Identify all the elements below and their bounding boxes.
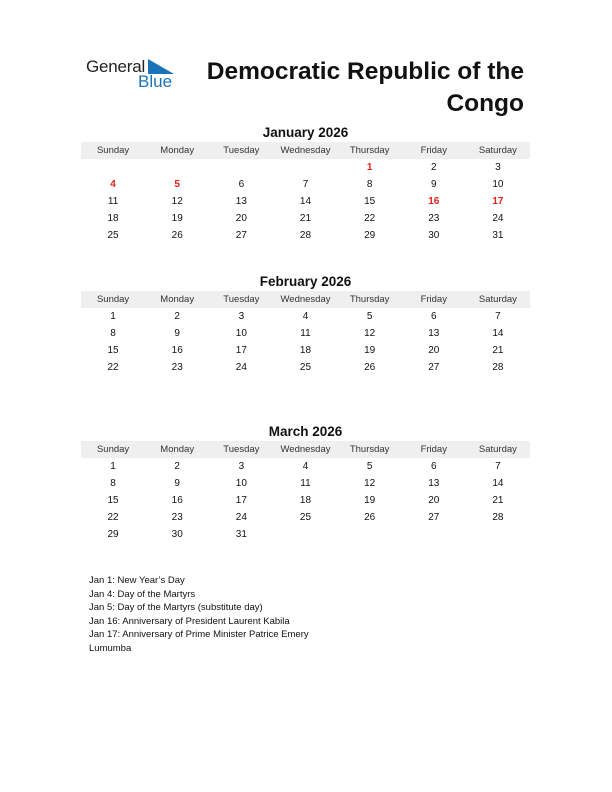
day-cell: 19 — [364, 495, 376, 506]
weekday-header — [81, 142, 530, 159]
day-cell: 30 — [428, 230, 440, 241]
day-cell: 17 — [235, 495, 247, 506]
day-cell: 12 — [364, 328, 376, 339]
brand-logo — [86, 57, 186, 91]
holiday-notes — [89, 574, 349, 655]
holiday-note: Jan 1: New Year’s Day — [89, 575, 185, 586]
week-row — [81, 509, 530, 526]
day-cell: 12 — [171, 196, 183, 207]
week-row — [81, 227, 530, 244]
weekday-label: Thursday — [349, 294, 390, 305]
weekday-label: Saturday — [478, 294, 517, 305]
day-cell: 7 — [495, 461, 501, 472]
week-row — [81, 342, 530, 359]
day-cell: 5 — [366, 311, 373, 322]
day-cell: 19 — [364, 345, 376, 356]
holiday-note: Jan 17: Anniversary of Prime Minister Patrice Emery — [89, 629, 309, 640]
week-row — [81, 308, 530, 325]
weekday-label: Tuesday — [223, 145, 260, 156]
weekday-label: Wednesday — [280, 145, 331, 156]
day-cell: 28 — [492, 512, 504, 523]
day-cell: 20 — [235, 213, 247, 224]
weekday-label: Saturday — [478, 444, 517, 455]
holiday-day-cell: 17 — [492, 196, 504, 207]
day-cell: 8 — [110, 478, 116, 489]
day-cell: 9 — [174, 328, 180, 339]
day-cell: 8 — [366, 179, 373, 190]
weekday-header — [81, 441, 530, 458]
day-cell: 15 — [107, 345, 119, 356]
day-cell: 25 — [299, 512, 312, 523]
day-cell: 4 — [302, 311, 309, 322]
page-title-line-2: Congo — [446, 90, 524, 117]
day-cell: 18 — [299, 345, 312, 356]
day-cell: 8 — [110, 328, 116, 339]
week-row — [81, 475, 530, 492]
day-cell: 25 — [107, 230, 119, 241]
weekday-label: Monday — [160, 294, 195, 305]
day-cell: 21 — [492, 345, 504, 356]
day-cell: 6 — [238, 179, 245, 190]
week-row — [81, 526, 530, 543]
month-weeks — [81, 458, 530, 543]
day-cell: 22 — [107, 512, 119, 523]
month-weeks — [81, 308, 530, 376]
week-row — [81, 176, 530, 193]
day-cell: 28 — [299, 230, 312, 241]
weekday-label: Wednesday — [280, 444, 331, 455]
day-cell: 7 — [495, 311, 501, 322]
month-title: January 2026 — [262, 125, 349, 140]
day-cell: 26 — [364, 362, 376, 373]
day-cell: 9 — [174, 478, 180, 489]
week-row — [81, 210, 530, 227]
page-title — [194, 56, 524, 120]
day-cell: 3 — [238, 311, 245, 322]
weekday-label: Wednesday — [280, 294, 331, 305]
holiday-note: Lumumba — [89, 642, 132, 654]
day-cell: 27 — [428, 362, 440, 373]
day-cell: 18 — [299, 495, 312, 506]
holiday-day-cell: 16 — [428, 196, 440, 207]
day-cell: 9 — [430, 179, 437, 190]
weekday-label: Sunday — [96, 145, 130, 156]
day-cell: 26 — [171, 230, 183, 241]
day-cell: 15 — [364, 196, 376, 207]
weekday-label: Thursday — [349, 145, 390, 156]
day-cell: 17 — [235, 345, 247, 356]
day-cell: 16 — [171, 345, 183, 356]
day-cell: 10 — [492, 179, 504, 190]
day-cell: 19 — [171, 213, 183, 224]
weekday-label: Monday — [160, 145, 195, 156]
day-cell: 5 — [366, 461, 373, 472]
page-title-line-1: Democratic Republic of the — [206, 58, 524, 85]
day-cell: 30 — [171, 529, 183, 540]
weekday-label: Friday — [420, 145, 447, 156]
holiday-day-cell: 4 — [110, 179, 116, 190]
day-cell: 6 — [430, 311, 437, 322]
day-cell: 3 — [495, 162, 501, 173]
weekday-label: Sunday — [96, 294, 130, 305]
day-cell: 2 — [174, 461, 180, 472]
day-cell: 2 — [174, 311, 180, 322]
day-cell: 25 — [299, 362, 312, 373]
day-cell: 6 — [430, 461, 437, 472]
day-cell: 20 — [428, 345, 440, 356]
day-cell: 14 — [492, 328, 504, 339]
month-calendar-february — [81, 273, 530, 376]
day-cell: 2 — [430, 162, 437, 173]
day-cell: 23 — [171, 512, 183, 523]
weekday-header — [81, 291, 530, 308]
day-cell: 12 — [364, 478, 376, 489]
holiday-note: Jan 4: Day of the Martyrs — [89, 588, 196, 600]
logo-word-blue: Blue — [138, 72, 173, 91]
day-cell: 16 — [171, 495, 183, 506]
day-cell: 13 — [428, 328, 440, 339]
holiday-note: Jan 16: Anniversary of President Laurent Kabila — [89, 615, 290, 627]
day-cell: 13 — [428, 478, 440, 489]
week-row — [81, 492, 530, 509]
weekday-label: Tuesday — [223, 294, 260, 305]
holiday-note: Jan 5: Day of the Martyrs (substitute day) — [89, 602, 263, 613]
day-cell: 11 — [107, 196, 119, 207]
day-cell: 21 — [299, 213, 312, 224]
day-cell: 3 — [238, 461, 245, 472]
day-cell: 11 — [300, 478, 311, 489]
day-cell: 11 — [300, 328, 311, 339]
month-title: February 2026 — [259, 274, 352, 289]
month-calendar-march — [81, 423, 530, 543]
day-cell: 27 — [235, 230, 247, 241]
weekday-label: Friday — [420, 294, 447, 305]
week-row — [81, 458, 530, 475]
day-cell: 14 — [492, 478, 504, 489]
day-cell: 29 — [364, 230, 376, 241]
day-cell: 15 — [107, 495, 119, 506]
weekday-label: Monday — [160, 444, 195, 455]
holiday-day-cell: 1 — [366, 162, 373, 173]
day-cell: 24 — [492, 213, 504, 224]
day-cell: 18 — [107, 213, 119, 224]
week-row — [81, 359, 530, 376]
week-row — [81, 193, 530, 210]
day-cell: 23 — [171, 362, 183, 373]
day-cell: 7 — [302, 179, 309, 190]
day-cell: 28 — [492, 362, 504, 373]
day-cell: 20 — [428, 495, 440, 506]
day-cell: 31 — [492, 230, 504, 241]
holiday-day-cell: 5 — [174, 179, 180, 190]
month-title: March 2026 — [268, 424, 343, 439]
day-cell: 29 — [107, 529, 119, 540]
day-cell: 4 — [302, 461, 309, 472]
week-row — [81, 325, 530, 342]
week-row — [81, 159, 530, 176]
day-cell: 13 — [235, 196, 247, 207]
month-calendar-january — [81, 124, 530, 244]
day-cell: 24 — [235, 512, 247, 523]
day-cell: 24 — [235, 362, 247, 373]
day-cell: 10 — [235, 478, 247, 489]
day-cell: 23 — [428, 213, 440, 224]
day-cell: 31 — [235, 529, 247, 540]
day-cell: 22 — [107, 362, 119, 373]
day-cell: 21 — [492, 495, 504, 506]
day-cell: 10 — [235, 328, 247, 339]
day-cell: 14 — [299, 196, 312, 207]
weekday-label: Sunday — [96, 444, 130, 455]
day-cell: 26 — [364, 512, 376, 523]
month-weeks — [81, 159, 530, 244]
day-cell: 1 — [110, 461, 116, 472]
day-cell: 1 — [110, 311, 116, 322]
day-cell: 22 — [364, 213, 376, 224]
day-cell: 27 — [428, 512, 440, 523]
weekday-label: Tuesday — [223, 444, 260, 455]
weekday-label: Friday — [420, 444, 447, 455]
logo-word-general: General — [86, 57, 146, 76]
weekday-label: Saturday — [478, 145, 517, 156]
weekday-label: Thursday — [349, 444, 390, 455]
